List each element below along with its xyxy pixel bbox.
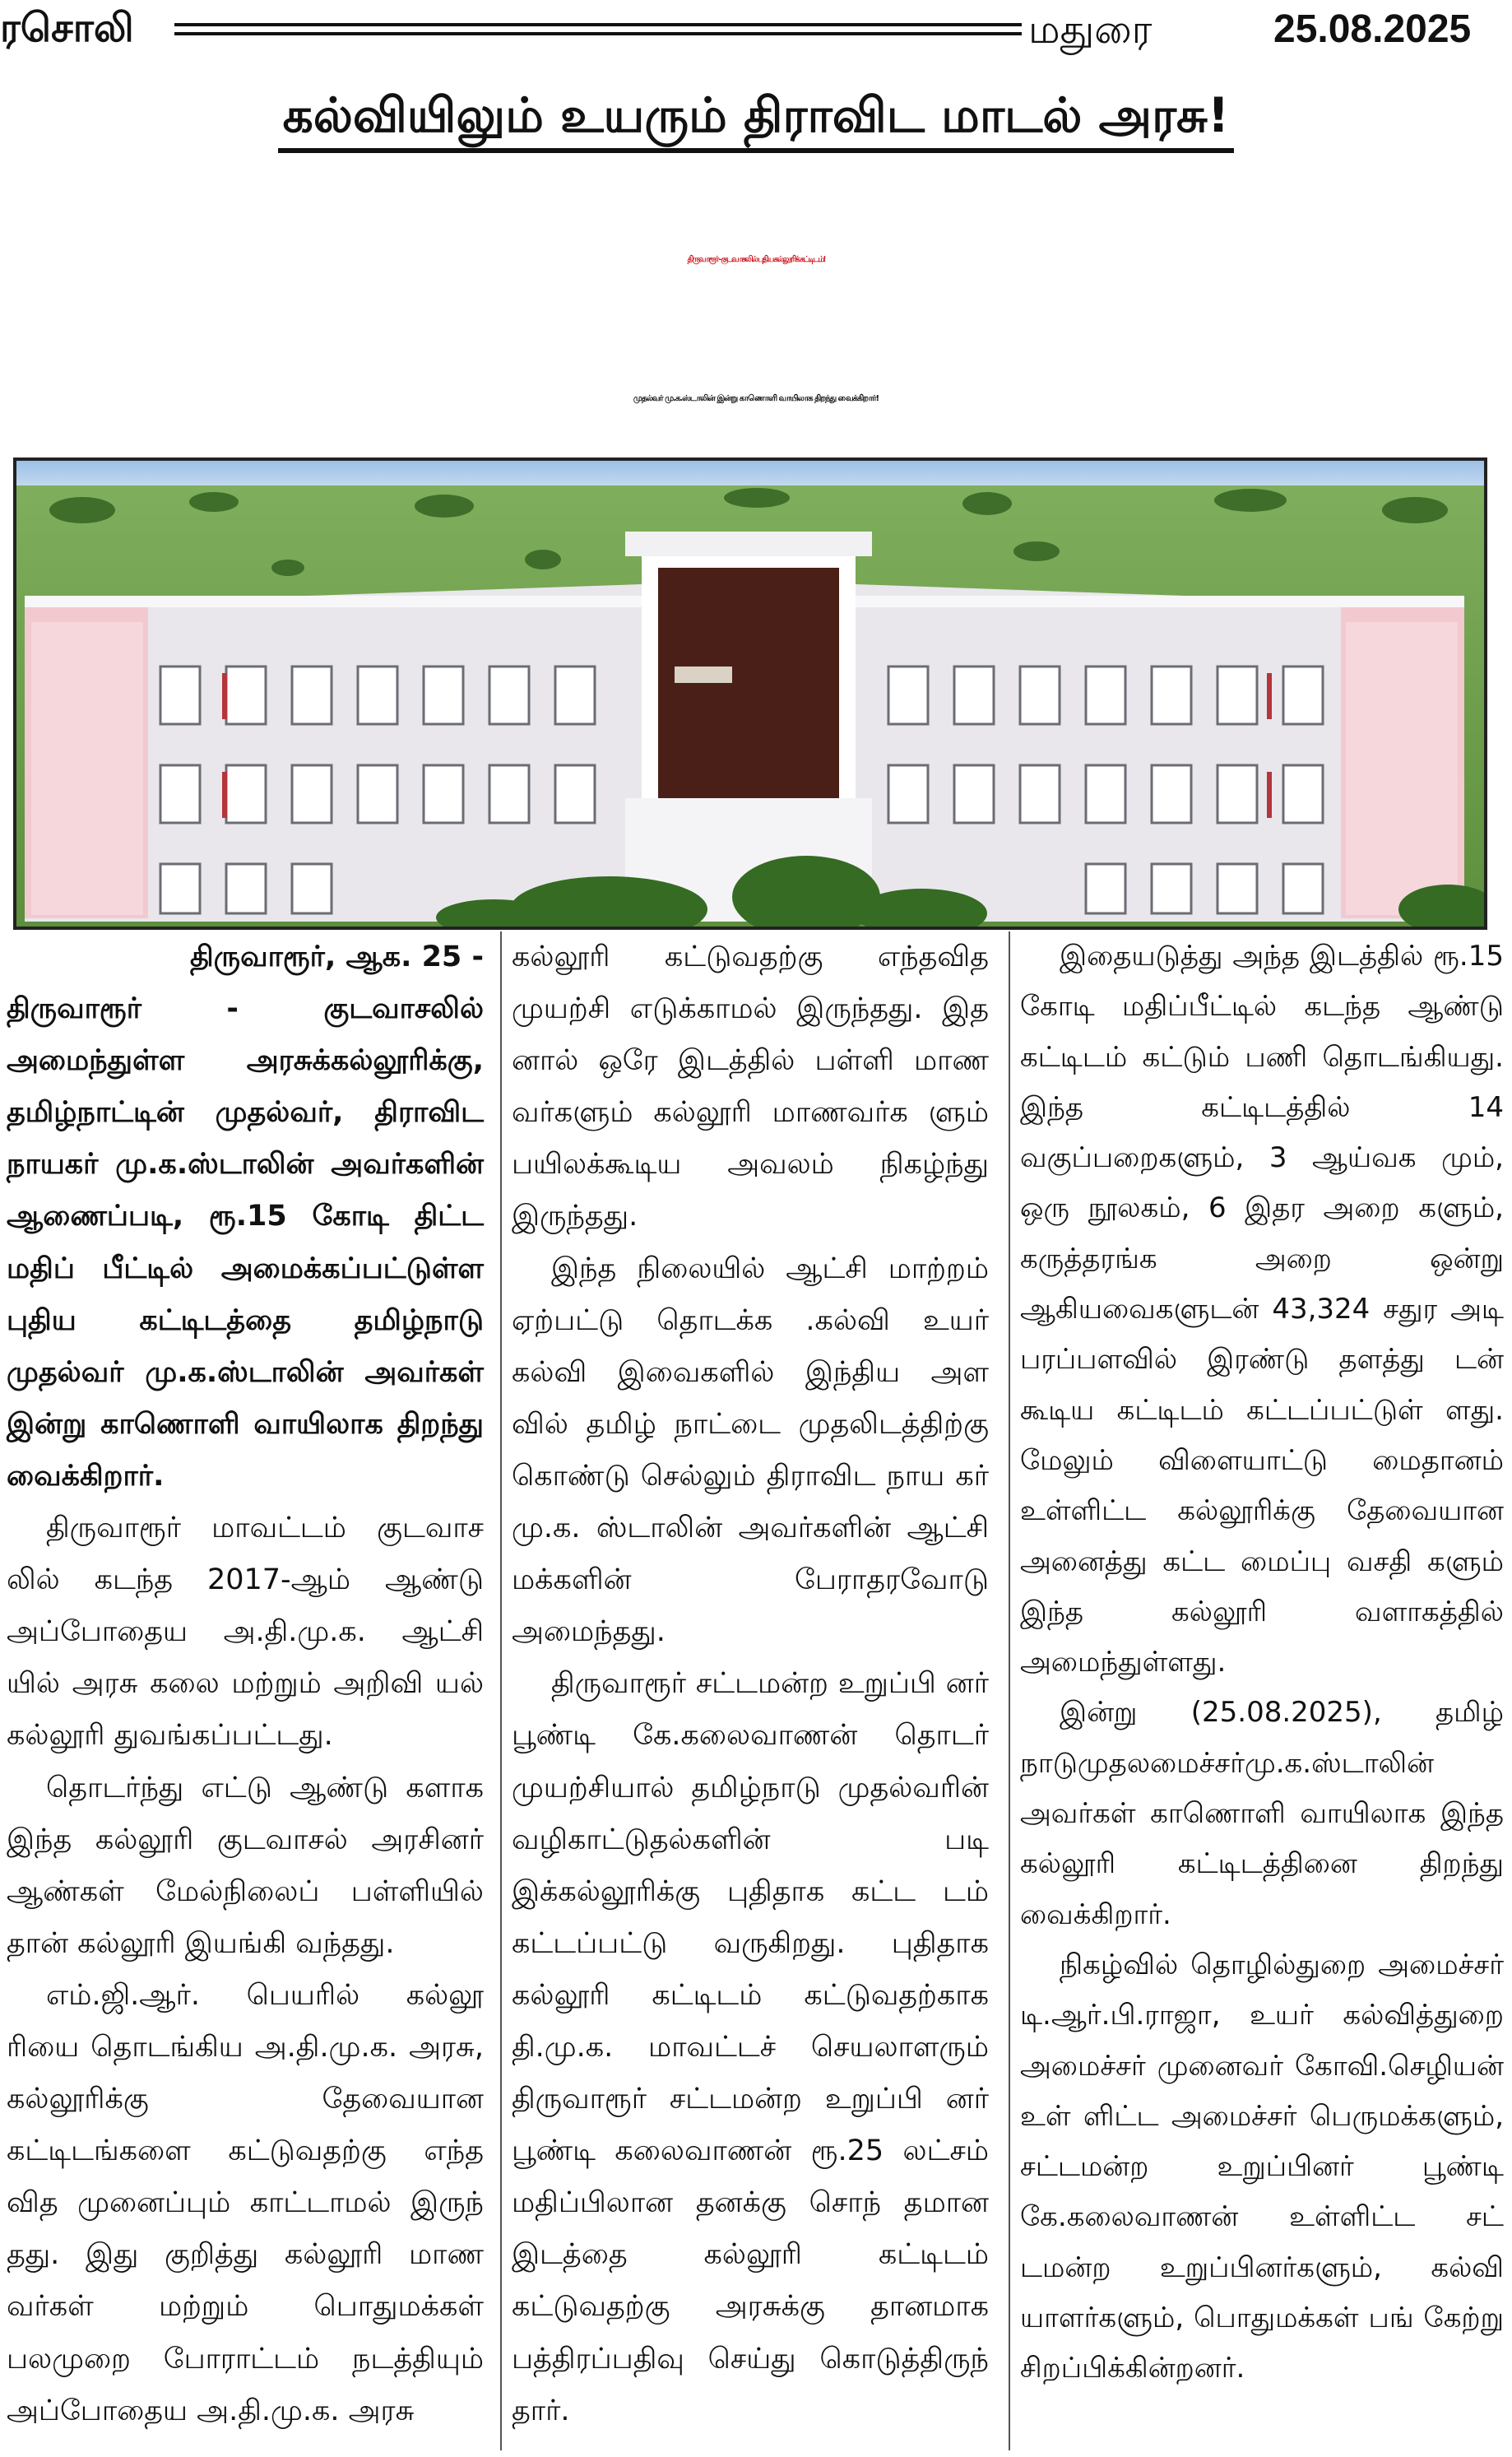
- subheadline: முதல்வர் மு.க.ஸ்டாலின் இன்று காணொளி வாயிலாக திறந்து வைக்கிறார்!: [633, 394, 879, 403]
- article-paragraph: கல்லூரி கட்டுவதற்கு எந்தவித முயற்சி எடுக்காமல் இருந்தது. இத னால் ஒரே இடத்தில் பள்ளி மாண வர்களும் கல்லூரி மாணவர்க ளும் பயிலக்கூடிய அவலம் நிகழ்ந்து இருந்தது.: [512, 941, 989, 1233]
- masthead: [0, 0, 1512, 54]
- article-paragraph: திருவாரூர் சட்டமன்ற உறுப்பி னர் பூண்டி கே.கலைவாணன் தொடர் முயற்சியால் தமிழ்நாடு முதல்வரின் வழிகாட்டுதல்களின் படி இக்கல்லூரிக்கு புதிதாக கட்ட டம் கட்டப்பட்டு வருகிறது. புதிதாக கல்லூரி கட்டிடம் கட்டுவதற்காக தி.மு.க. மாவட்டச் செயலாளரும் திருவாரூர் சட்டமன்ற உறுப்பி னர் பூண்டி கலைவாணன் ரூ.25 லட்சம் மதிப்பிலான தனக்கு சொந் தமான இடத்தை கல்லூரி கட்டிடம் கட்டுவதற்கு அரசுக்கு தானமாக பத்திரப்பதிவு செய்து கொடுத்திருந் தார்.: [512, 1667, 989, 2427]
- newspaper-name: ரசொலி: [0, 5, 134, 51]
- edition-city: மதுரை: [1028, 7, 1153, 53]
- column-rule: [1009, 931, 1010, 2450]
- kicker: [0, 82, 1512, 153]
- article-paragraph: தொடர்ந்து எட்டு ஆண்டு களாக இந்த கல்லூரி குடவாசல் அரசினர் ஆண்கள் மேல்நிலைப் பள்ளியில் தான் கல்லூரி இயங்கி வந்தது.: [7, 1771, 484, 1960]
- edition-date: 25.08.2025: [1273, 7, 1472, 51]
- college-building-illustration: [16, 461, 1484, 927]
- article-paragraph: இந்த நிலையில் ஆட்சி மாற்றம் ஏற்பட்டு தொடக்க .கல்வி உயர் கல்வி இவைகளில் இந்திய அள வில் தமிழ் நாட்டை முதலிடத்திற்கு கொண்டு செல்லும் திராவிட நாய கர் மு.க. ஸ்டாலின் அவர்களின் ஆட்சி மக்களின் பேராதரவோடு அமைந்தது.: [512, 1252, 989, 1649]
- article-column-3: [1020, 931, 1504, 2394]
- article-paragraph: எம்.ஜி.ஆர். பெயரில் கல்லூ ரியை தொடங்கிய அ.தி.மு.க. அரசு, கல்லூரிக்கு தேவையான கட்டிடங்களை கட்டுவதற்கு எந்த வித முனைப்பும் காட்டாமல் இருந் தது. இது குறித்து கல்லூரி மாண வர்கள் மற்றும் பொதுமக்கள் பலமுறை போராட்டம் நடத்தியும் அப்போதைய அ.தி.மு.க. அரசு: [7, 1978, 484, 2427]
- article-paragraph: திருவாரூர் மாவட்டம் குடவாச லில் கடந்த 2017-ஆம் ஆண்டு அப்போதைய அ.தி.மு.க. ஆட்சி யில் அரசு கலை மற்றும் அறிவி யல் கல்லூரி துவங்கப்பட்டது.: [7, 1512, 484, 1753]
- headline: திருவாரூர் - குடவாசலில் புதிய கல்லூரிக் கட்டிடம்!: [687, 255, 825, 264]
- article-paragraph: இதையடுத்து அந்த இடத்தில் ரூ.15 கோடி மதிப்பீட்டில் கடந்த ஆண்டு கட்டிடம் கட்டும் பணி தொடங்கியது. இந்த கட்டிடத்தில் 14 வகுப்பறைகளும், 3 ஆய்வக மும், ஒரு நூலகம், 6 இதர அறை களும், கருத்தரங்க அறை ஒன்று ஆகியவைகளுடன் 43,324 சதுர அடி பரப்பளவில் இரண்டு தளத்து டன் கூடிய கட்டிடம் கட்டப்பட்டுள் ளது. மேலும் விளையாட்டு மைதானம் உள்ளிட்ட கல்லூரிக்கு தேவையான அனைத்து கட்ட மைப்பு வசதி களும் இந்த கல்லூரி வளாகத்தில் அமைந்துள்ளது.: [1020, 940, 1504, 1679]
- kicker-text: கல்வியிலும் உயரும் திராவிட மாடல் அரசு!: [278, 82, 1235, 153]
- article-column-2: [512, 931, 989, 2437]
- article-paragraph: இன்று (25.08.2025), தமிழ் நாடுமுதலமைச்சர்மு.க.ஸ்டாலின் அவர்கள் காணொளி வாயிலாக இந்த கல்லூரி கட்டிடத்தினை திறந்து வைக்கிறார்.: [1020, 1696, 1504, 1931]
- article-lead-paragraph: திருவாரூர் - குடவாசலில் அமைந்துள்ள அரசுக்கல்லூரிக்கு, தமிழ்நாட்டின் முதல்வர், திராவிட நாயகர் மு.க.ஸ்டாலின் அவர்களின் ஆணைப்படி, ரூ.15 கோடி திட்ட மதிப் பீட்டில் அமைக்கப்பட்டுள்ள புதிய கட்டிடத்தை தமிழ்நாடு முதல்வர் மு.க.ஸ்டாலின் அவர்கள் இன்று காணொளி வாயிலாக திறந்து வைக்கிறார்.: [7, 992, 484, 1493]
- article-column-1: [7, 931, 484, 2437]
- masthead-double-rule: [174, 23, 1022, 36]
- college-building-photo: [13, 457, 1487, 930]
- article-dateline: திருவாரூர், ஆக. 25 -: [189, 941, 484, 973]
- article-paragraph: நிகழ்வில் தொழில்துறை அமைச்சர் டி.ஆர்.பி.ராஜா, உயர் கல்வித்துறை அமைச்சர் முனைவர் கோவி.செழியன் உள் ளிட்ட அமைச்சர் பெருமக்களும், சட்டமன்ற உறுப்பினர் பூண்டி கே.கலைவாணன் உள்ளிட்ட சட் டமன்ற உறுப்பினர்களும், கல்வி யாளர்களும், பொதுமக்கள் பங் கேற்று சிறப்பிக்கின்றனர்.: [1020, 1948, 1504, 2385]
- column-rule: [500, 931, 502, 2450]
